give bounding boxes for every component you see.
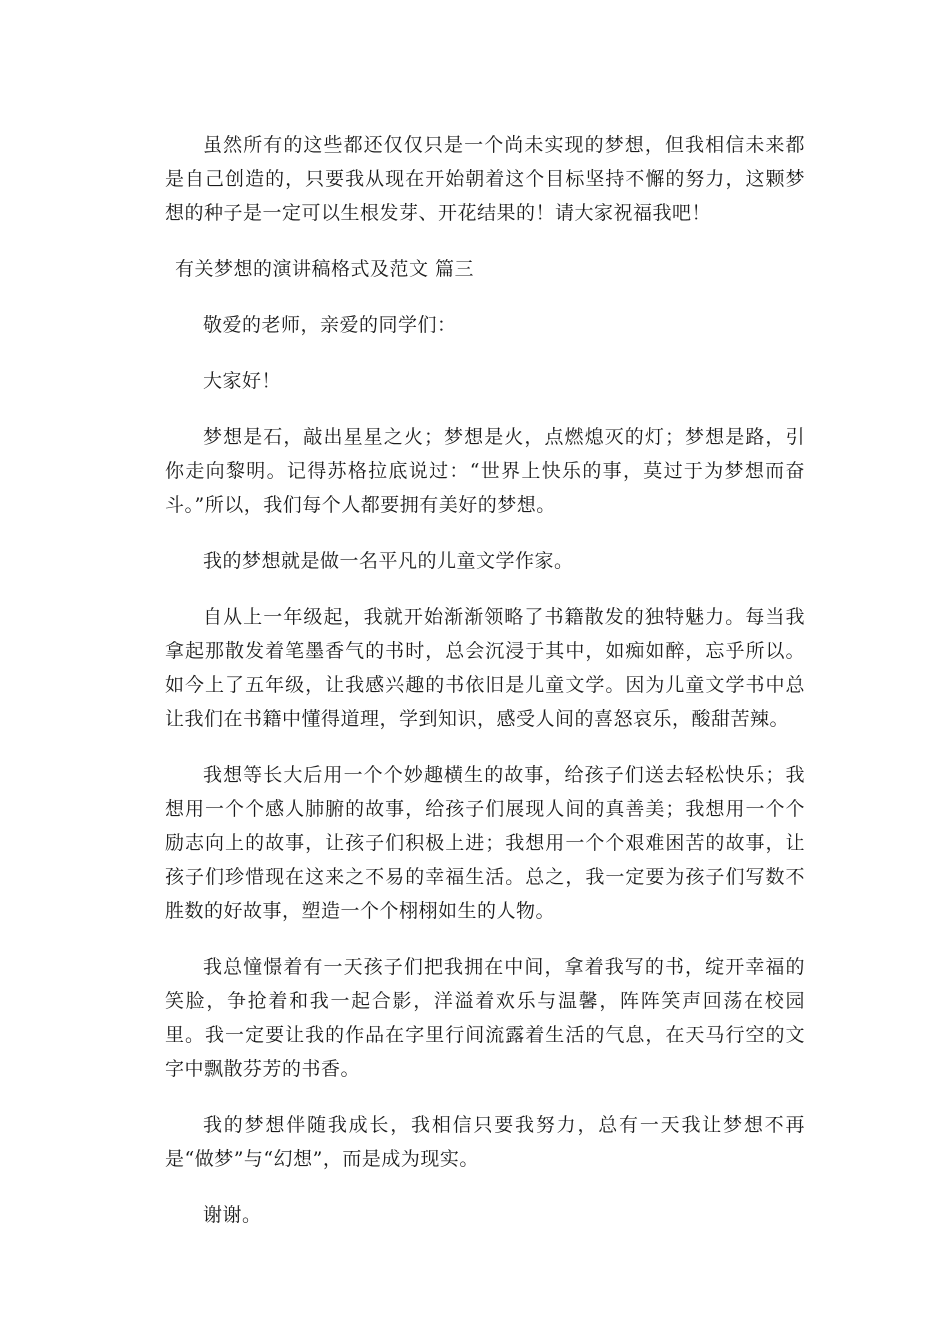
intro-paragraph: 虽然所有的这些都还仅仅只是一个尚未实现的梦想，但我相信未来都是自己创造的，只要我从现在开始朝着这个目标坚持不懈的努力，这颗梦想的种子是一定可以生根发芽、开花结果的！请大家祝福我吧！ — [165, 134, 805, 224]
body-paragraph: 梦想是石，敲出星星之火；梦想是火，点燃熄灭的灯；梦想是路，引你走向黎明。记得苏格拉底说过：“世界上快乐的事，莫过于为梦想而奋斗。”所以，我们每个人都要拥有美好的梦想。 — [165, 426, 805, 516]
salutation: 敬爱的老师，亲爱的同学们： — [203, 314, 457, 336]
section-heading: 有关梦想的演讲稿格式及范文 篇三 — [175, 258, 475, 280]
closing: 谢谢。 — [203, 1204, 262, 1226]
body-paragraph: 我的梦想伴随我成长，我相信只要我努力，总有一天我让梦想不再是“做梦”与“幻想”，而是成为现实。 — [165, 1114, 805, 1170]
body-paragraph: 我的梦想就是做一名平凡的儿童文学作家。 — [203, 550, 574, 572]
body-paragraph: 我想等长大后用一个个妙趣横生的故事，给孩子们送去轻松快乐；我想用一个个感人肺腑的故事，给孩子们展现人间的真善美；我想用一个个励志向上的故事，让孩子们积极上进；我想用一个个艰难困苦的故事，让孩子们珍惜现在这来之不易的幸福生活。总之，我一定要为孩子们写数不胜数的好故事，塑造一个个栩栩如生的人物。 — [165, 764, 805, 922]
greeting: 大家好！ — [203, 370, 282, 392]
document-page — [165, 128, 805, 1232]
body-paragraph: 我总憧憬着有一天孩子们把我拥在中间，拿着我写的书，绽开幸福的笑脸，争抢着和我一起合影，洋溢着欢乐与温馨，阵阵笑声回荡在校园里。我一定要让我的作品在字里行间流露着生活的气息，在天马行空的文字中飘散芬芳的书香。 — [165, 956, 805, 1080]
body-paragraph: 自从上一年级起，我就开始渐渐领略了书籍散发的独特魅力。每当我拿起那散发着笔墨香气的书时，总会沉浸于其中，如痴如醉，忘乎所以。如今上了五年级，让我感兴趣的书依旧是儿童文学。因为儿童文学书中总让我们在书籍中懂得道理，学到知识，感受人间的喜怒哀乐，酸甜苦辣。 — [165, 606, 805, 730]
